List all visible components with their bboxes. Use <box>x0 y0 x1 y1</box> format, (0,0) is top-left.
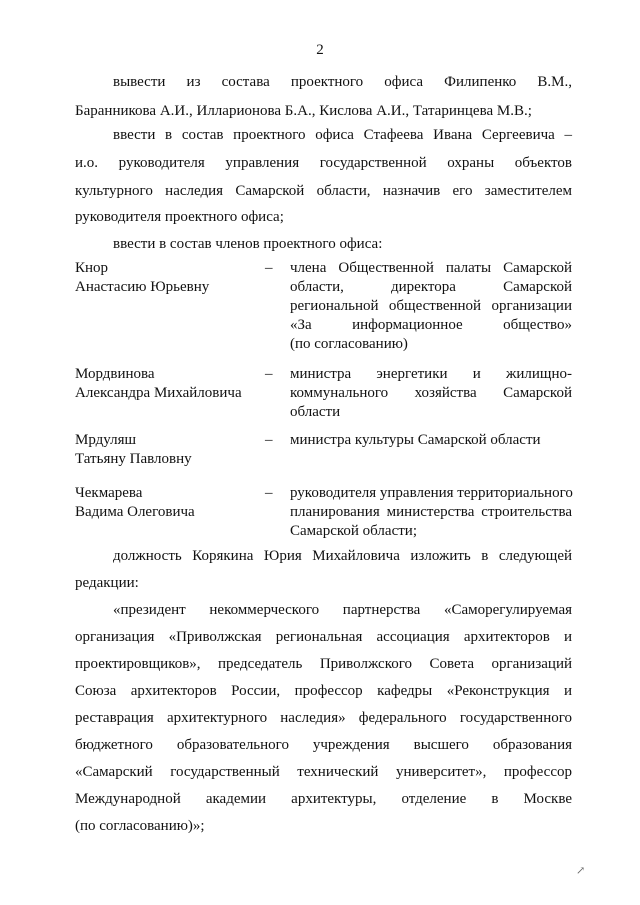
member-given-names: Александра Михайловича <box>75 385 242 401</box>
member-entry <box>75 484 572 544</box>
corner-mark: ↗ <box>576 865 586 877</box>
paragraph-line: и.о. руководителя управления государственной охраны объектов <box>75 155 572 171</box>
member-surname: Кнор <box>75 260 109 276</box>
member-dash: – <box>265 432 273 448</box>
member-name <box>75 259 275 297</box>
paragraph-line: «президент некоммерческого партнерства «Саморегулируемая <box>113 602 572 618</box>
paragraph-line: ввести в состав членов проектного офиса: <box>113 236 383 252</box>
role-line: руководителя управления территориального <box>290 485 573 501</box>
member-entry <box>75 431 572 471</box>
member-dash: – <box>265 366 273 382</box>
member-entry <box>75 259 572 355</box>
member-name <box>75 365 275 403</box>
role-line: коммунального хозяйства Самарской <box>290 385 572 401</box>
member-role <box>290 365 572 422</box>
role-line: региональной общественной организации <box>290 298 572 314</box>
member-surname: Мрдуляш <box>75 432 137 448</box>
paragraph-line: Международной академии архитектуры, отделение в Москве <box>75 791 572 807</box>
member-surname: Мордвинова <box>75 366 155 382</box>
role-line: «За информационное общество» <box>290 317 572 333</box>
member-role <box>290 431 572 450</box>
paragraph-line: реставрация архитектурного наследия» федерального государственного <box>75 710 572 726</box>
member-given-names: Анастасию Юрьевну <box>75 279 210 295</box>
member-role <box>290 484 572 541</box>
member-name <box>75 431 275 469</box>
role-line: министра энергетики и жилищно- <box>290 366 572 382</box>
role-line: области <box>290 404 341 420</box>
member-entry <box>75 365 572 425</box>
member-given-names: Татьяну Павловну <box>75 451 192 467</box>
paragraph-line: «Самарский государственный технический университет», профессор <box>75 764 572 780</box>
member-dash: – <box>265 485 273 501</box>
paragraph-line: бюджетного образовательного учреждения высшего образования <box>75 737 572 753</box>
paragraph-line: Баранникова А.И., Илларионова Б.А., Кислова А.И., Татаринцева М.В.; <box>75 103 532 119</box>
member-dash: – <box>265 260 273 276</box>
paragraph-line: организация «Приволжская региональная ассоциация архитекторов и <box>75 629 572 645</box>
member-name <box>75 484 275 522</box>
role-line: планирования министерства строительства <box>290 504 572 520</box>
role-line: области, директора Самарской <box>290 279 572 295</box>
page-number: 2 <box>316 42 324 58</box>
paragraph-line: Союза архитекторов России, профессор кафедры «Реконструкция и <box>75 683 572 699</box>
paragraph-line: культурного наследия Самарской области, назначив его заместителем <box>75 183 572 199</box>
paragraph-line: руководителя проектного офиса; <box>75 209 284 225</box>
paragraph-line: ввести в состав проектного офиса Стафеева Ивана Сергеевича – <box>113 127 572 143</box>
paragraph-line: должность Корякина Юрия Михайловича изложить в следующей <box>113 548 572 564</box>
member-given-names: Вадима Олеговича <box>75 504 195 520</box>
member-surname: Чекмарева <box>75 485 143 501</box>
paragraph-line: редакции: <box>75 575 139 591</box>
role-line: члена Общественной палаты Самарской <box>290 260 572 276</box>
paragraph-line: (по согласованию)»; <box>75 818 205 834</box>
role-line: Самарской области; <box>290 523 417 539</box>
paragraph-line: проектировщиков», председатель Приволжского Совета организаций <box>75 656 572 672</box>
role-line: министра культуры Самарской области <box>290 432 541 448</box>
member-role <box>290 259 572 354</box>
paragraph-line: вывести из состава проектного офиса Филипенко В.М., <box>113 74 572 90</box>
role-line: (по согласованию) <box>290 336 408 352</box>
